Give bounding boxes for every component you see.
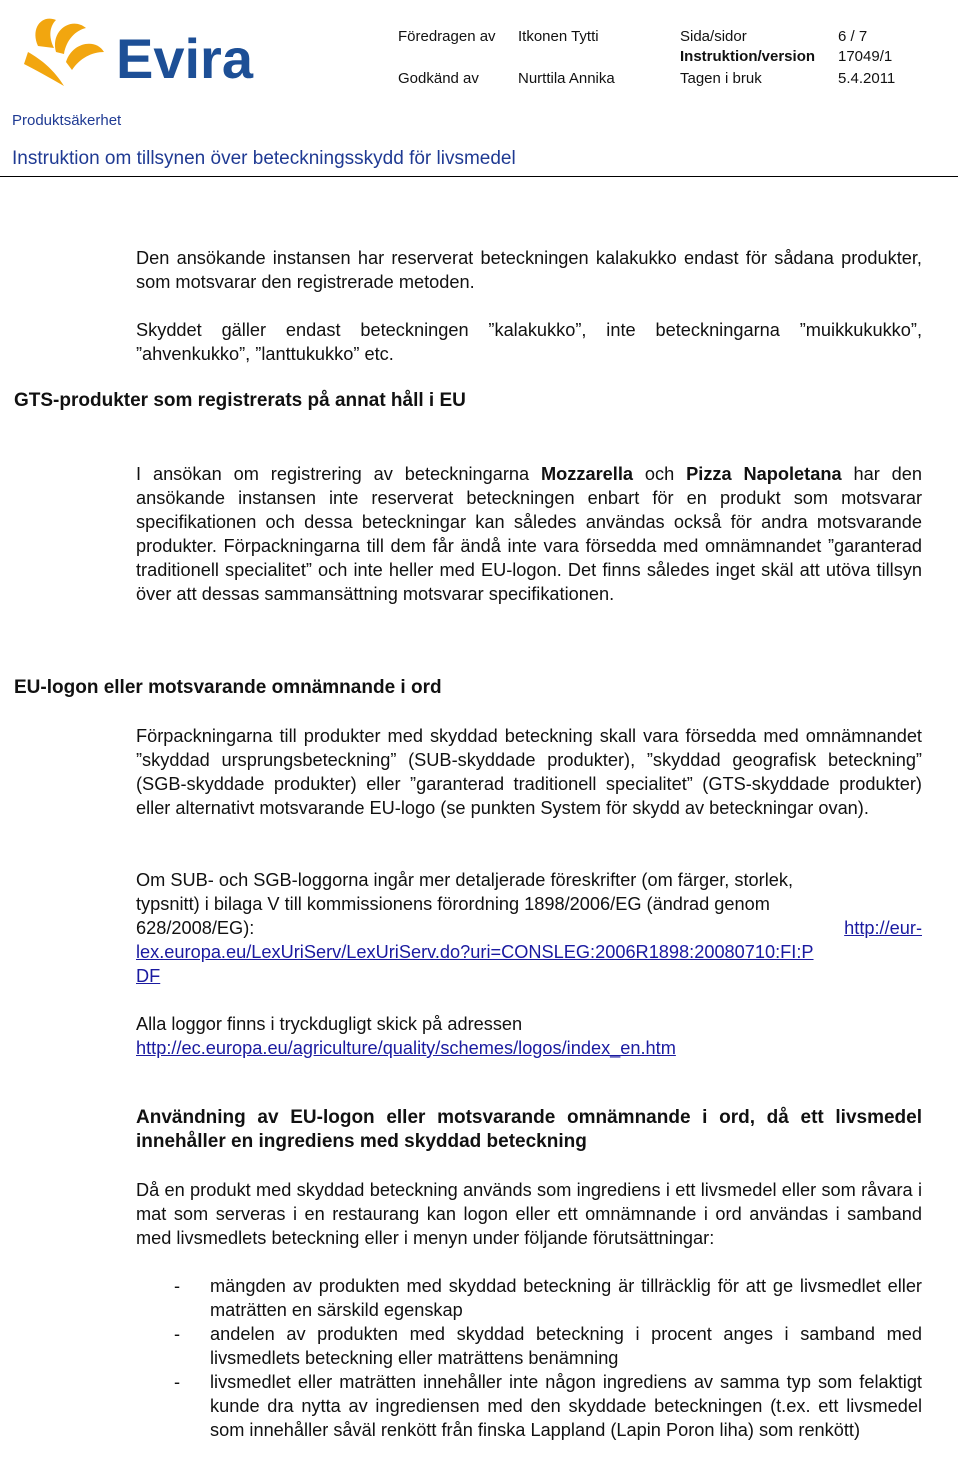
version-value: 17049/1 <box>838 48 893 65</box>
bullet-item-2: andelen av produkten med skyddad beteckning i procent anges i samband med livsmedlets beteckning eller maträttens benämning <box>210 1324 922 1368</box>
bullet-item-3: livsmedlet eller maträtten innehåller inte någon ingrediens av samma typ som felaktigt kunde dra nytta av ingrediensen med den skyddade beteckningen (t.ex. ett livsmedel som innehåller såväl renkött från finska Lappland (Lapin Poron liha) som renkött) <box>210 1372 922 1440</box>
paragraph-kalakukko: Den ansökande instansen har reserverat beteckningen kalakukko endast för sådana produkter, som motsvarar den registrerade metoden. <box>136 248 922 292</box>
pages-label: Sida/sidor <box>680 28 747 45</box>
doc-title: Instruktion om tillsynen över beteckningsskydd för livsmedel <box>12 148 516 169</box>
paragraph-forpackningar: Förpackningarna till produkter med skyddad beteckning skall vara försedda med omnämnandet ”skyddad ursprungsbeteckning” (SUB-skyddade produkter), ”skyddad geografisk beteckning” (SGB-skyddade produkter) eller ”garanterad traditionell specialitet” (GTS-skyddade produkter) eller alternativt motsvarande EU-logo (se punkten System för skydd av beteckningar ovan). <box>136 726 922 818</box>
department: Produktsäkerhet <box>12 112 122 129</box>
logos-link[interactable]: http://ec.europa.eu/agriculture/quality/schemes/logos/index_en.htm <box>136 1038 676 1058</box>
approved-value: Nurttila Annika <box>518 70 615 87</box>
eurlex-link-part2[interactable]: lex.europa.eu/LexUriServ/LexUriServ.do?uri=CONSLEG:2006R1898:20080710:FI:P <box>136 942 814 962</box>
p5-line-3 <box>136 916 922 940</box>
in-use-label: Tagen i bruk <box>680 70 762 87</box>
bullet-dash-2: - <box>174 1324 181 1344</box>
paragraph-skydd: Skyddet gäller endast beteckningen ”kalakukko”, inte beteckningarna ”muikkukukko”, ”ahvenkukko”, ”lanttukukko” etc. <box>136 320 922 364</box>
p3-text-d: har den ansökande instansen inte reserverat beteckningen enbart för en produkt som motsvarar specifikationen och dessa beteckningar kan således användas också för andra motsvarande produkter. Förpackningarna till dem får ändå inte vara försedda med omnämnandet ”garanterad traditionell specialitet” och inte heller med EU-logon. Det finns således inget skäl att utöva tillsyn över att dessas sammansättning motsvarar specifikationen. <box>136 464 922 604</box>
paragraph-alla-loggor <box>136 1012 922 1060</box>
header-divider <box>0 176 958 177</box>
paragraph-mozzarella <box>136 462 922 606</box>
approved-label: Godkänd av <box>398 70 479 87</box>
pages-value: 6 / 7 <box>838 28 868 45</box>
heading-gts: GTS-produkter som registrerats på annat håll i EU <box>14 390 466 411</box>
logo-wordmark: Evira <box>116 27 253 88</box>
bullet-item-1: mängden av produkten med skyddad beteckning är tillräcklig för att ge livsmedlet eller maträtten en särskild egenskap <box>210 1276 922 1320</box>
p3-pizza: Pizza Napoletana <box>686 464 842 484</box>
p3-mozzarella: Mozzarella <box>541 464 634 484</box>
paragraph-ingrediens: Då en produkt med skyddad beteckning används som ingrediens i ett livsmedel eller som råvara i mat som serveras i en restaurang kan logon eller ett omnämnande i ord användas i samband med livsmedlets beteckning eller i menyn under följande förutsättningar: <box>136 1180 922 1248</box>
bullet-dash-3: - <box>174 1372 181 1392</box>
eurlex-link-part1[interactable]: http://eur- <box>844 918 922 938</box>
evira-logo-mark <box>20 8 270 88</box>
heading-ingrediens: Användning av EU-logon eller motsvarande omnämnande i ord, då ett livsmedel innehåller en ingrediens med skyddad beteckning <box>136 1107 922 1152</box>
p5-line-2: typsnitt) i bilaga V till kommissionens förordning 1898/2006/EG (ändrad genom <box>136 894 770 914</box>
eurlex-link-part3[interactable]: DF <box>136 966 161 986</box>
p5-line-1: Om SUB- och SGB-loggorna ingår mer detaljerade föreskrifter (om färger, storlek, <box>136 870 794 890</box>
prepared-label: Föredragen av <box>398 28 496 45</box>
p3-text-a: I ansökan om registrering av beteckningarna <box>136 464 542 484</box>
bullet-dash-1: - <box>174 1276 181 1296</box>
evira-logo <box>20 8 270 88</box>
p5-line-3-text: 628/2008/EG): <box>136 918 255 938</box>
p6-text: Alla loggor finns i tryckdugligt skick på adressen <box>136 1014 523 1034</box>
heading-eu-logo: EU-logon eller motsvarande omnämnande i ord <box>14 677 442 698</box>
prepared-value: Itkonen Tytti <box>518 28 599 45</box>
in-use-value: 5.4.2011 <box>838 70 896 87</box>
paragraph-loggor <box>136 868 922 988</box>
version-label: Instruktion/version <box>680 48 816 65</box>
p3-text-c: och <box>633 464 687 484</box>
